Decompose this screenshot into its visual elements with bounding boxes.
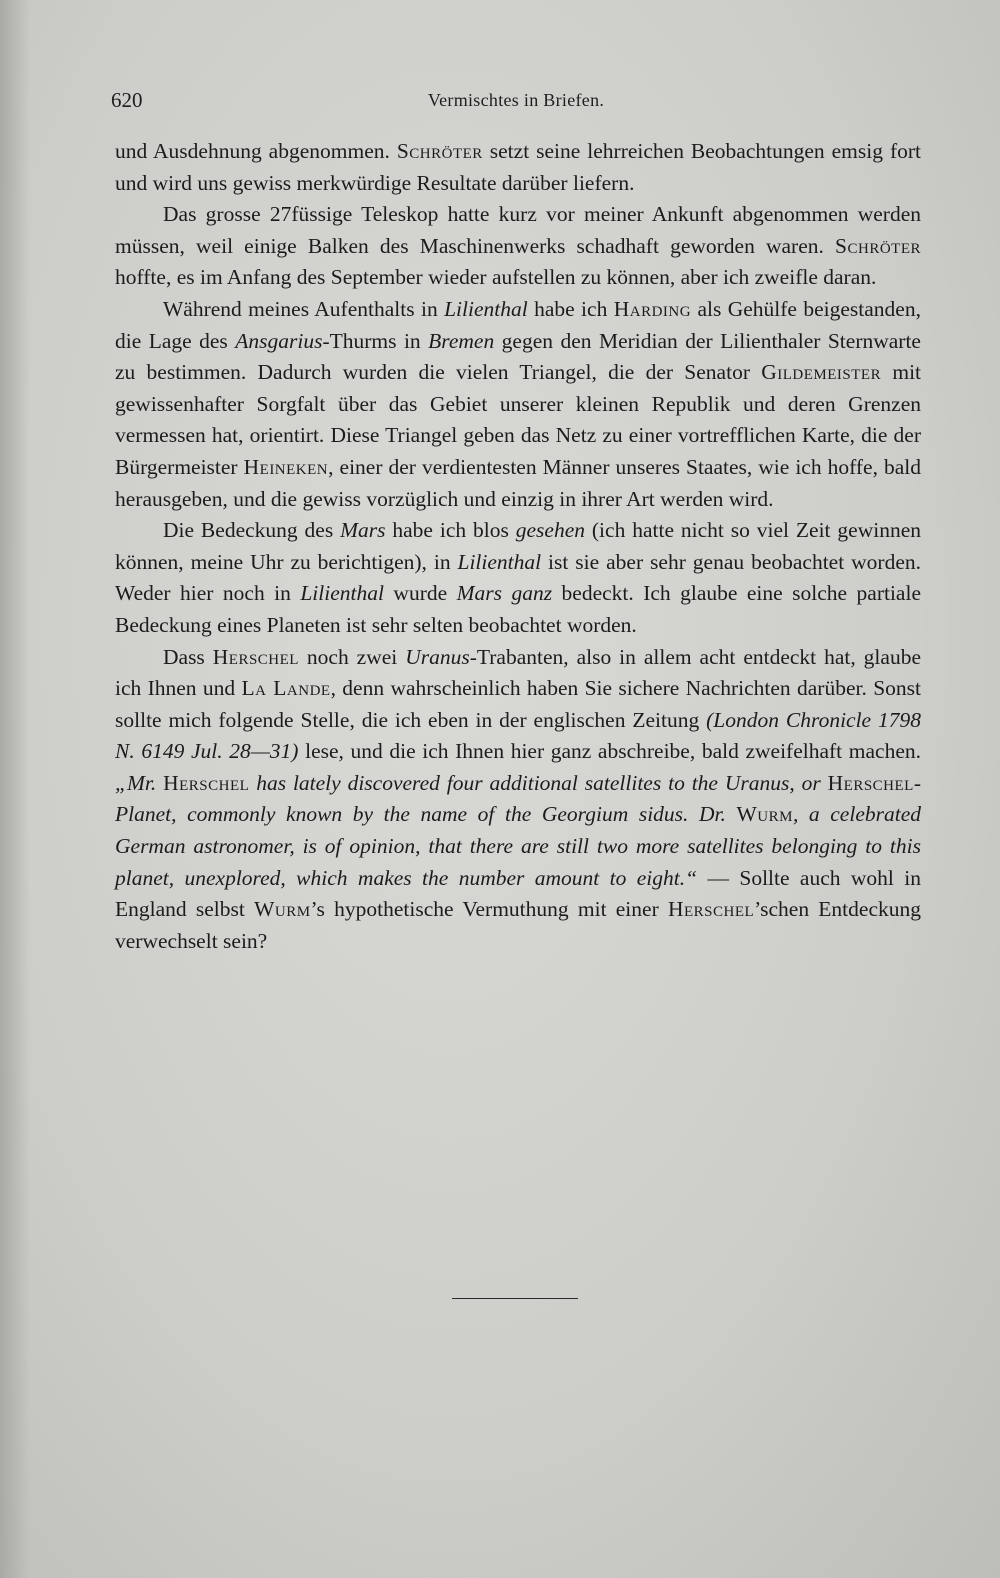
name-smallcaps: Herschel — [827, 770, 914, 795]
italic-text: Bremen — [428, 328, 495, 353]
text-run: ist sie aber sehr genau beobachtet worden. Weder hier noch in — [115, 549, 921, 606]
text-run: Während meines Aufenthalts in — [163, 296, 445, 321]
text-run: noch zwei — [298, 644, 406, 669]
text-run: , denn wahrscheinlich haben Sie sichere Nachrichten darüber. Sonst sollte mich folgende Stelle, die ich eben in der englischen Zeitung — [115, 676, 921, 732]
name-smallcaps: Schröter — [835, 233, 921, 258]
name-smallcaps: Herschel — [163, 770, 250, 795]
name-smallcaps: Schröter — [396, 139, 483, 163]
text-run: habe ich — [527, 296, 614, 321]
text-run: -Trabanten, also in allem acht entdeckt hat, glaube ich Ihnen und — [115, 644, 921, 701]
text-run: (ich hatte nicht so viel Zeit gewinnen können, meine Uhr zu berichtigen), in — [115, 518, 921, 574]
text-run: Dass — [163, 644, 213, 669]
name-smallcaps: Harding — [613, 296, 692, 321]
text-run: habe ich blos — [385, 518, 516, 543]
paragraph — [115, 515, 921, 641]
text-run: Das grosse 27füssige Teleskop hatte kurz vor meiner Ankunft abgenommen werden müssen, weil einige Balken des Maschinenwerks schadhaft geworden waren. — [115, 202, 921, 258]
text-run: — Sollte auch wohl in England selbst — [115, 865, 922, 922]
italic-text: Lilienthal — [300, 581, 384, 606]
italic-text: Lilienthal — [457, 549, 542, 574]
name-smallcaps: La Lande — [241, 676, 331, 701]
paragraph — [115, 199, 921, 294]
text-run: gegen den Meridian der Lilienthaler Sternwarte zu bestimmen. Dadurch wurden die vielen Triangel, die der Senator — [115, 328, 921, 385]
end-rule — [452, 1298, 578, 1299]
text-run: und Ausdehnung abgenommen. — [115, 139, 397, 163]
italic-text: , a celebrated German astronomer, is of opinion, that there are still two more satellites belonging to this planet, unexplored, which makes the number amount to eight.“ — [115, 802, 921, 890]
italic-text: (London Chronicle 1798 N. 6149 Jul. 28—31) — [115, 707, 921, 764]
text-run: ’s hypothetische Vermuthung mit einer — [310, 897, 668, 922]
text-run: lese, und die ich Ihnen hier ganz abschreibe, bald zweifelhaft machen. — [298, 739, 921, 764]
paragraph — [115, 642, 921, 958]
name-smallcaps: Herschel — [667, 897, 755, 922]
page-header — [111, 88, 921, 118]
paragraph — [115, 136, 921, 199]
text-run: , einer der verdientesten Männer unseres Staates, wie ich hoffe, bald herausgeben, und die gewiss vorzüglich und einzig in ihrer Art werden wird. — [115, 454, 921, 511]
running-title: Vermischtes in Briefen. — [427, 90, 605, 110]
italic-text: „Mr. — [115, 770, 164, 795]
name-smallcaps: Wurm — [254, 897, 311, 922]
italic-text: Lilienthal — [444, 296, 528, 321]
text-run: setzt seine lehrreichen Beobachtungen emsig fort und wird uns gewiss merkwürdige Resultate darüber liefern. — [115, 139, 921, 195]
text-run: Die Bedeckung des — [163, 518, 341, 543]
text-run: mit gewissenhafter Sorgfalt über das Gebiet unserer kleinen Republik und deren Grenzen vermessen hat, orientirt. Diese Triangel geben das Netz zu einer vortrefflichen Karte, die der Bürgermeister — [115, 360, 922, 479]
italic-text: Uranus — [405, 644, 470, 669]
text-run: hoffte, es im Anfang des September wieder aufstellen zu können, aber ich zweifle daran. — [115, 265, 877, 290]
text-run: als Gehülfe beigestanden, die Lage des — [115, 296, 921, 353]
text-run: -Thurms in — [322, 328, 429, 353]
text-run: bedeckt. Ich glaube eine solche partiale Bedeckung eines Planeten ist sehr selten beobachtet worden. — [115, 581, 921, 637]
italic-text: Mars ganz — [456, 581, 553, 606]
italic-text: has lately discovered four additional satellites to the Uranus, or — [249, 770, 828, 795]
italic-text: -Planet, commonly known by the name of the Georgium sidus. Dr. — [115, 770, 921, 827]
paragraph — [115, 294, 921, 515]
text-run: ’schen Entdeckung verwechselt sein? — [115, 897, 921, 953]
italic-text: Ansgarius — [235, 328, 323, 353]
page-number: 620 — [111, 88, 143, 112]
italic-text: gesehen — [515, 518, 585, 543]
name-smallcaps: Herschel — [212, 644, 299, 669]
name-smallcaps: Heineken — [243, 454, 329, 479]
text-run: wurde — [383, 581, 457, 606]
italic-text: Mars — [340, 518, 386, 543]
body-text — [115, 136, 921, 957]
name-smallcaps: Wurm — [736, 802, 793, 827]
name-smallcaps: Gildemeister — [761, 360, 882, 385]
